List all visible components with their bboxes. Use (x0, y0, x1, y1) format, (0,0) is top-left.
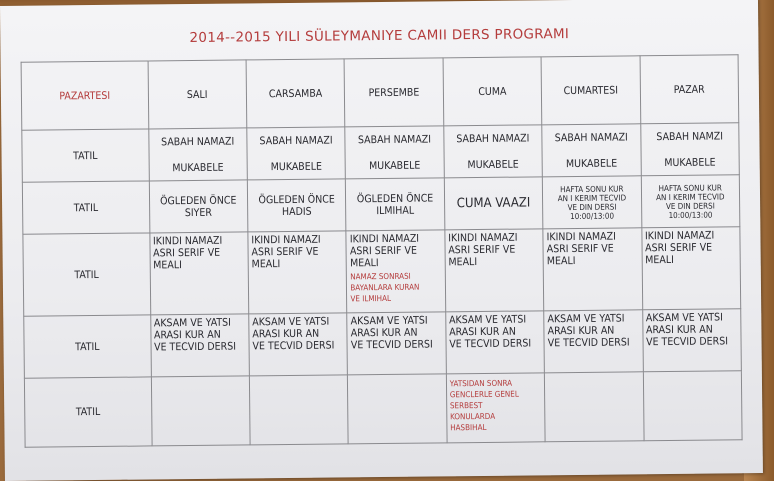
cell-line: SABAH NAMAZI (161, 135, 235, 148)
cell-line: AN I KERIM TECVID (656, 191, 725, 202)
schedule-cell (348, 374, 447, 444)
row-yatsi (24, 371, 742, 448)
tatil-cell: TATIL (22, 129, 149, 182)
cell-note-line: GENCLERLE GENEL (449, 389, 519, 400)
row-aksam (24, 309, 742, 379)
cell-line: 10:00/13:00 (570, 211, 615, 221)
cell-note-line: VE ILMIHAL (350, 293, 392, 304)
cell-line: 10:00/13:00 (668, 210, 713, 220)
schedule-cell (149, 232, 248, 315)
schedule-cell (248, 231, 347, 314)
schedule-cell (640, 123, 739, 176)
tatil-cell: TATIL (24, 315, 151, 378)
cell-line: AKSAM VE YATSI (645, 311, 723, 325)
cell-note-line: KONULARDA (450, 411, 496, 422)
day-header-cuma: CUMA (443, 57, 542, 126)
cell-line: SABAH NAMAZI (554, 130, 628, 144)
cell-line: MEALI (153, 259, 182, 272)
cell-line: ÖGLEDEN ÖNCE (160, 194, 237, 207)
cell-line: IKINDI NAMAZI (152, 234, 223, 248)
cell-line: ASRI SERIF VE (153, 246, 221, 260)
cell-line: VE TECVID DERSI (154, 340, 237, 354)
cell-line: ASRI SERIF VE (546, 242, 614, 256)
cell-line: ARASI KUR AN (350, 326, 418, 340)
cell-line: SABAH NAMAZI (357, 132, 432, 146)
schedule-table (21, 54, 743, 447)
cell-line: IKINDI NAMAZI (448, 231, 518, 245)
schedule-cell (345, 126, 444, 179)
schedule-cell (642, 309, 741, 372)
day-header-sali: SALI (148, 60, 247, 129)
cell-line: VE DIN DERSI (567, 202, 617, 212)
cell-note-line: SERBEST (449, 400, 483, 411)
row-ikindi (23, 227, 741, 317)
cell-line: IKINDI NAMAZI (546, 230, 616, 244)
cell-line: MUKABELE (172, 161, 224, 174)
schedule-cell (347, 312, 446, 375)
cell-line: MEALI (546, 254, 576, 268)
schedule-cell (249, 313, 348, 376)
cell-line: MUKABELE (369, 159, 421, 172)
tatil-cell: TATIL (22, 181, 149, 234)
day-header-pazartesi: PAZARTESI (21, 61, 148, 130)
schedule-cell (247, 179, 346, 232)
tatil-cell: TATIL (23, 233, 150, 316)
cell-line: MUKABELE (270, 160, 322, 173)
page-title: 2014--2015 YILI SÜLEYMANIYE CAMII DERS PROGRAMI (189, 26, 570, 47)
cell-line: HADIS (281, 205, 312, 218)
schedule-cell (641, 175, 740, 228)
cell-line: ILMIHAL (376, 204, 415, 217)
schedule-cell (249, 375, 348, 445)
cell-line: ARASI KUR AN (645, 323, 713, 337)
schedule-cell (346, 230, 445, 313)
cell-line: AKSAM VE YATSI (350, 314, 428, 328)
schedule-cell (444, 125, 543, 178)
day-header-persembe: PERSEMBE (344, 58, 443, 127)
cell-line: IKINDI NAMAZI (349, 232, 420, 246)
schedule-cell (544, 310, 643, 373)
cell-line: MUKABELE (664, 156, 716, 169)
cell-line: VE TECVID DERSI (449, 337, 532, 351)
cell-line: ASRI SERIF VE (251, 245, 319, 259)
schedule-cell (149, 180, 248, 233)
schedule-cell (346, 178, 445, 231)
cell-note-line: HASBIHAL (450, 422, 487, 433)
cell-line: MEALI (448, 256, 478, 269)
schedule-cell (247, 127, 346, 180)
cell-line: IKINDI NAMAZI (644, 229, 715, 243)
cell-line: ASRI SERIF VE (349, 244, 417, 258)
row-sabah (22, 123, 740, 183)
schedule-cell (545, 372, 644, 442)
cell-line: CUMA VAAZI (456, 195, 531, 212)
schedule-cell (542, 176, 641, 229)
cell-line: SABAH NAMZI (656, 129, 724, 143)
schedule-cell (445, 311, 544, 374)
cell-line: ASRI SERIF VE (448, 243, 516, 257)
schedule-cell (446, 373, 545, 443)
cell-line: AKSAM VE YATSI (252, 315, 330, 329)
cell-line: AKSAM VE YATSI (153, 316, 231, 330)
cell-line: MUKABELE (565, 157, 618, 170)
day-header-cumartesi: CUMARTESI (541, 56, 640, 125)
cell-line: VE TECVID DERSI (646, 335, 729, 349)
schedule-cell (643, 371, 742, 441)
schedule-cell (542, 124, 641, 177)
cell-note-line: YATSIDAN SONRA (449, 378, 513, 389)
schedule-cell (148, 128, 247, 181)
cell-line: ARASI KUR AN (153, 328, 221, 342)
day-header-pazar: PAZAR (640, 55, 739, 124)
cell-line: SABAH NAMAZI (259, 134, 333, 147)
cell-line: AKSAM VE YATSI (547, 312, 625, 326)
cell-line: SIYER (184, 206, 213, 219)
cell-line: VE TECVID DERSI (252, 339, 335, 353)
cell-line: ASRI SERIF VE (645, 241, 713, 255)
header-row (21, 55, 739, 131)
cell-line: ÖGLEDEN ÖNCE (258, 193, 335, 206)
cell-line: MEALI (349, 257, 379, 270)
schedule-cell (150, 314, 249, 377)
schedule-cell (444, 177, 543, 230)
schedule-cell (151, 376, 250, 446)
cell-line: ÖGLEDEN ÖNCE (356, 191, 434, 205)
row-ogle (22, 175, 740, 235)
cell-line: IKINDI NAMAZI (251, 233, 321, 247)
cell-line: HAFTA SONU KUR (560, 183, 624, 194)
cell-line: AN I KERIM TECVID (557, 192, 627, 203)
cell-note-line: NAMAZ SONRASI (350, 271, 411, 282)
day-header-carsamba: CARSAMBA (246, 59, 345, 128)
cell-line: VE TECVID DERSI (547, 336, 630, 350)
cell-line: VE DIN DERSI (665, 201, 715, 211)
cell-line: VE TECVID DERSI (350, 338, 433, 352)
cell-line: AKSAM VE YATSI (448, 313, 527, 327)
cell-line: MEALI (251, 258, 281, 271)
cell-line: ARASI KUR AN (252, 327, 320, 341)
tatil-cell: TATIL (24, 377, 151, 447)
schedule-cell (641, 227, 740, 310)
cell-line: ARASI KUR AN (449, 325, 517, 339)
cell-line: MEALI (645, 253, 674, 267)
cell-line: SABAH NAMAZI (456, 131, 530, 145)
cell-note-line: BAYANLARA KURAN (350, 282, 420, 293)
cell-line: MUKABELE (467, 158, 519, 171)
cell-line: ARASI KUR AN (547, 324, 615, 338)
schedule-cell (445, 229, 544, 312)
schedule-cell (543, 228, 642, 311)
cell-line: HAFTA SONU KUR (658, 182, 722, 193)
